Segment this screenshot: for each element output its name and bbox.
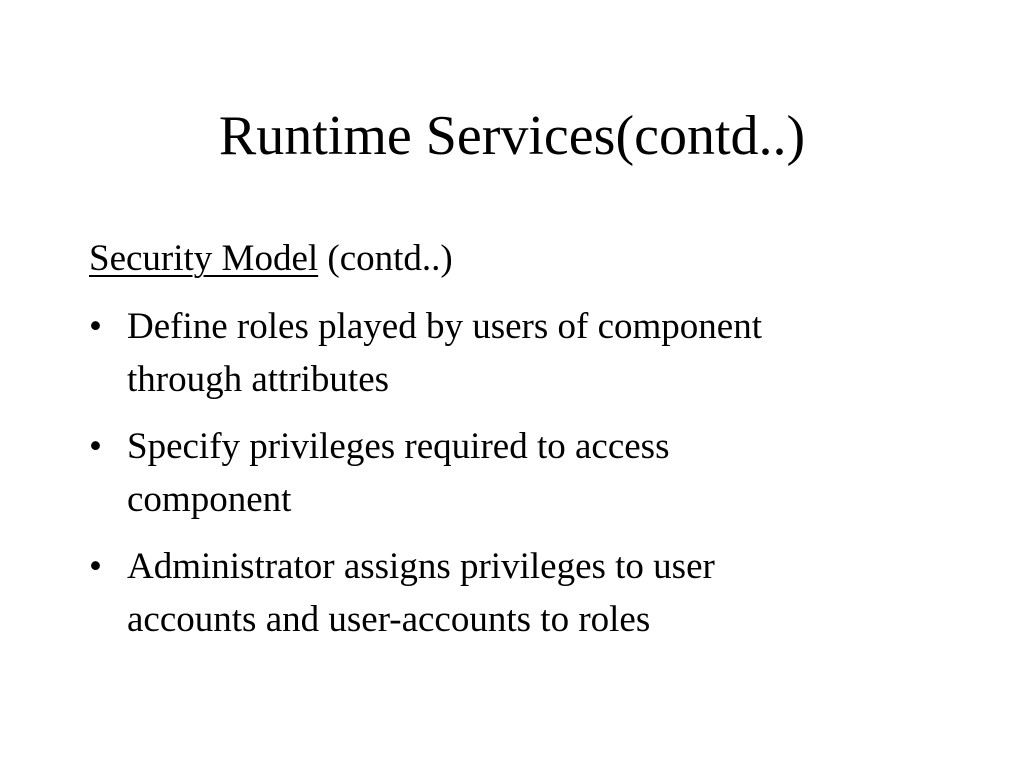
bullet-text-line: Administrator assigns privileges to user <box>127 546 715 587</box>
bullet-item-roles <box>89 300 969 406</box>
bullet-item-administrator <box>89 540 969 646</box>
section-heading <box>89 234 453 284</box>
bullet-text-line: accounts and user-accounts to roles <box>127 599 651 640</box>
bullet-text-line: through attributes <box>127 359 390 400</box>
bullet-text-line: Define roles played by users of component <box>127 306 762 347</box>
bullet-item-privileges <box>89 420 969 526</box>
section-heading-suffix: (contd..) <box>327 238 453 279</box>
section-heading-title: Security Model <box>89 238 319 279</box>
bullet-icon: • <box>89 306 102 347</box>
bullet-list <box>89 300 969 660</box>
bullet-text-line: component <box>127 479 292 520</box>
bullet-text-line: Specify privileges required to access <box>127 426 670 467</box>
bullet-icon: • <box>89 546 102 587</box>
slide-title: Runtime Services(contd..) <box>218 105 806 167</box>
bullet-icon: • <box>89 426 102 467</box>
